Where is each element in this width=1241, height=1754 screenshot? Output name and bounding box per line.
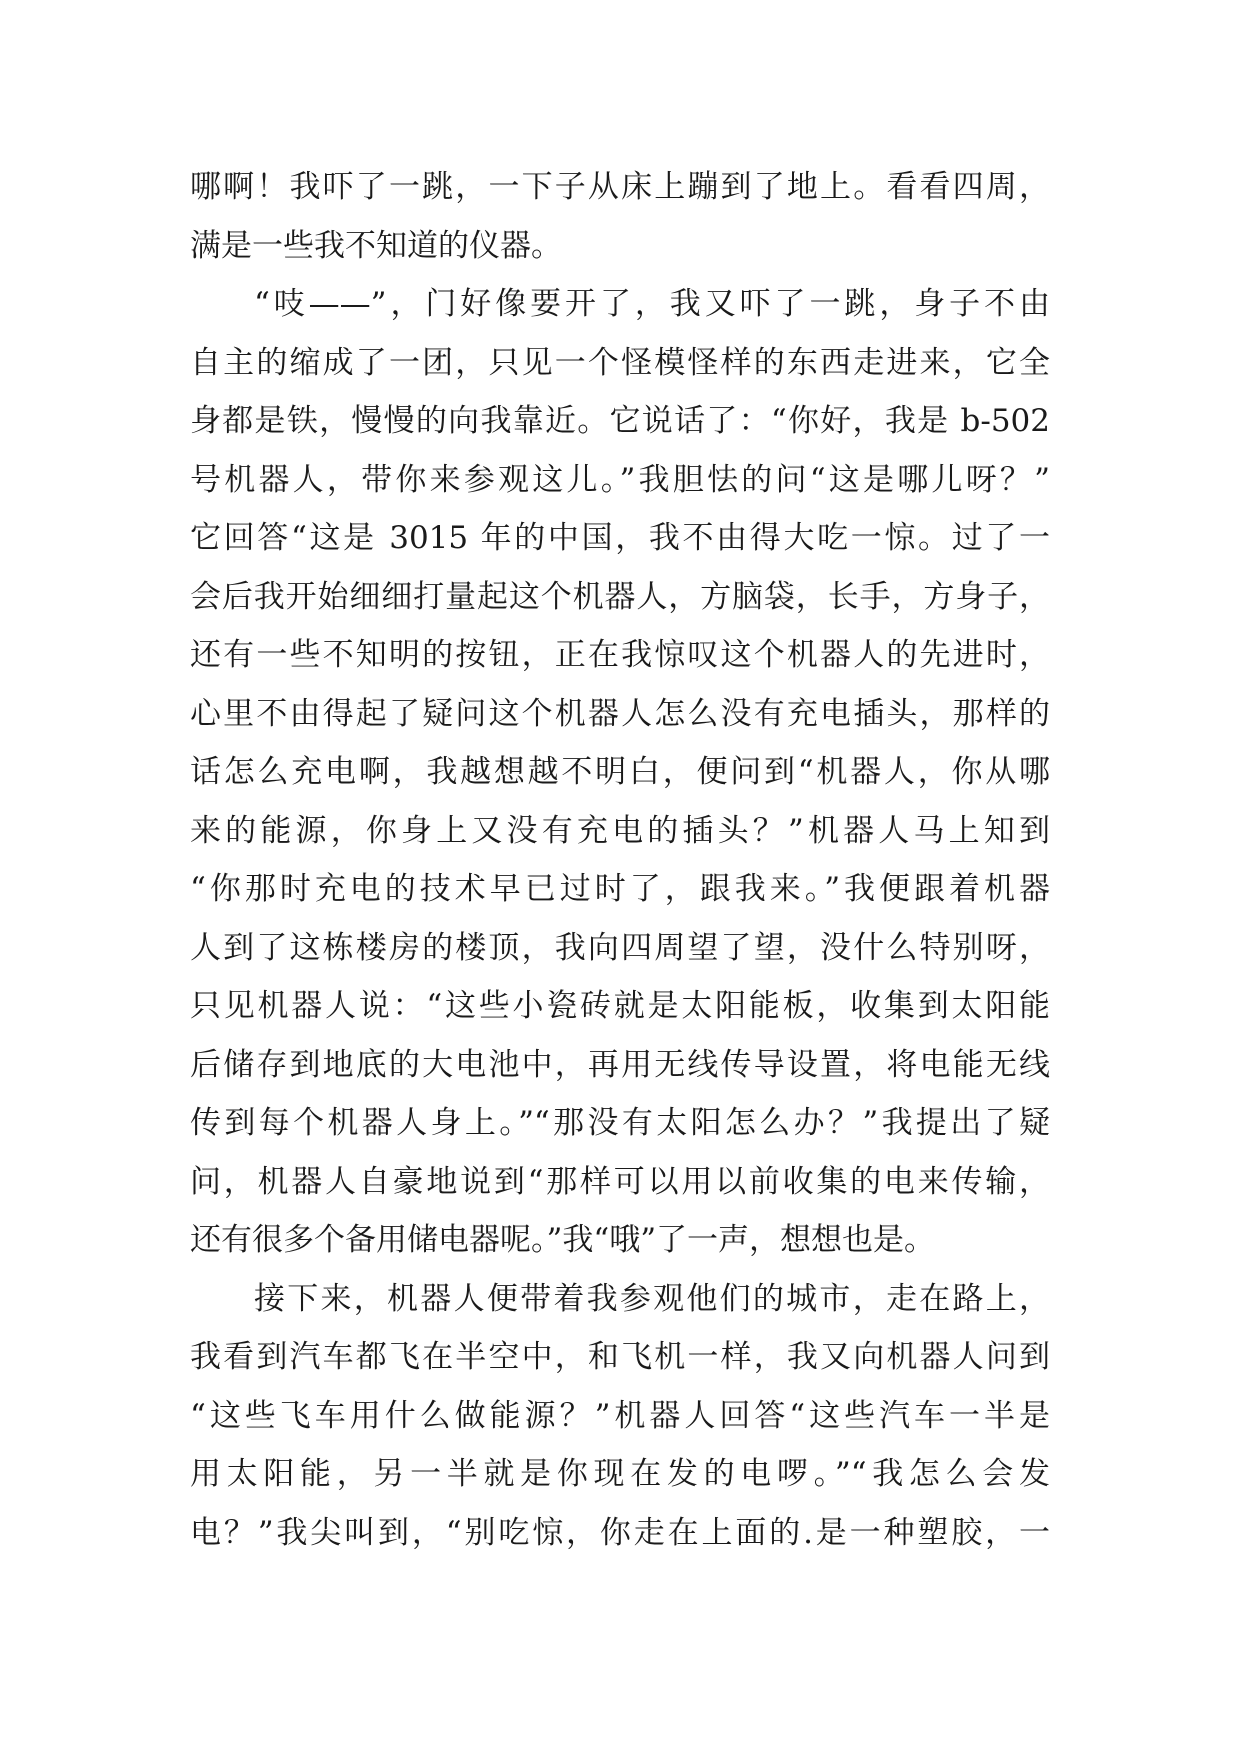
text-line: 后储存到地底的大电池中，再用无线传导设置，将电能无线	[190, 1046, 1050, 1083]
text-line: 哪啊！我吓了一跳，一下子从床上蹦到了地上。看看四周，	[190, 169, 1050, 205]
text-line: 问，机器人自豪地说到“那样可以用以前收集的电来传输，	[190, 1163, 1050, 1200]
document-body	[190, 158, 1050, 1562]
text-line: “这些飞车用什么做能源？”机器人回答“这些汽车一半是	[190, 1397, 1050, 1434]
text-line: 身都是铁，慢慢的向我靠近。它说话了：“你好，我是 b-502	[190, 403, 1050, 439]
text-line: 满是一些我不知道的仪器。	[190, 227, 562, 264]
text-line: 只见机器人说：“这些小瓷砖就是太阳能板，收集到太阳能	[190, 988, 1050, 1024]
text-line: 来的能源，你身上又没有充电的插头？”机器人马上知到	[190, 812, 1050, 849]
text-line: 自主的缩成了一团，只见一个怪模怪样的东西走进来，它全	[190, 344, 1050, 381]
text-line: 传到每个机器人身上。”“那没有太阳怎么办？”我提出了疑	[190, 1105, 1050, 1141]
text-line: 还有很多个备用储电器呢。”我“哦”了一声，想想也是。	[190, 1222, 936, 1258]
text-line: 接下来，机器人便带着我参观他们的城市，走在路上，	[254, 1280, 1050, 1317]
text-line: 人到了这栋楼房的楼顶，我向四周望了望，没什么特别呀，	[190, 929, 1050, 966]
text-line: “你那时充电的技术早已过时了，跟我来。”我便跟着机器	[190, 871, 1050, 907]
text-line: “吱——”，门好像要开了，我又吓了一跳，身子不由	[254, 286, 1050, 322]
text-line: 电？”我尖叫到，“别吃惊，你走在上面的.是一种塑胶，一	[190, 1514, 1050, 1551]
text-line: 心里不由得起了疑问这个机器人怎么没有充电插头，那样的	[190, 695, 1050, 732]
text-line: 用太阳能，另一半就是你现在发的电啰。”“我怎么会发	[190, 1456, 1050, 1492]
text-line: 还有一些不知明的按钮，正在我惊叹这个机器人的先进时，	[190, 637, 1050, 673]
text-line: 话怎么充电啊，我越想越不明白，便问到“机器人，你从哪	[190, 754, 1050, 790]
text-line: 会后我开始细细打量起这个机器人，方脑袋，长手，方身子，	[190, 578, 1050, 615]
text-line: 我看到汽车都飞在半空中，和飞机一样，我又向机器人问到	[190, 1339, 1050, 1375]
text-line: 它回答“这是 3015 年的中国，我不由得大吃一惊。过了一	[190, 520, 1050, 556]
text-line: 号机器人，带你来参观这儿。”我胆怯的问“这是哪儿呀？”	[190, 461, 1050, 498]
